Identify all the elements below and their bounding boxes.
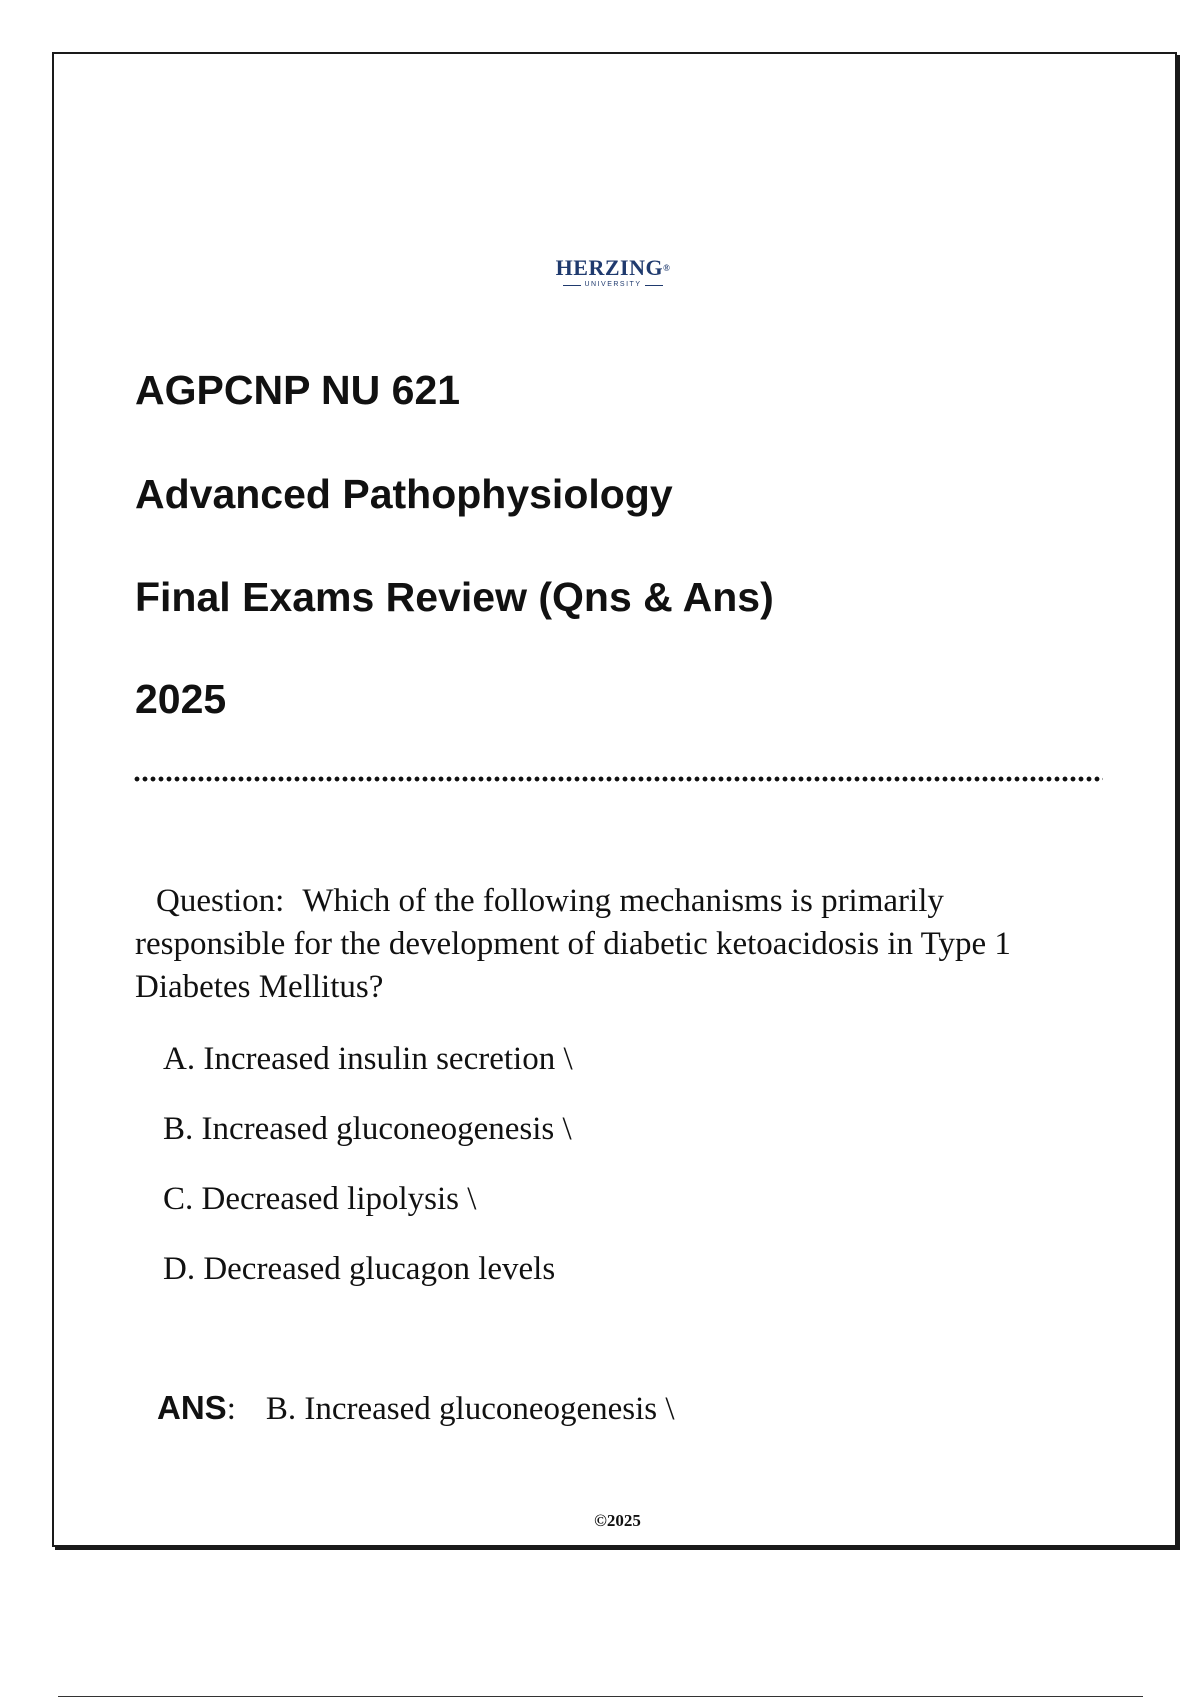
herzing-university-logo	[550, 256, 676, 290]
answer-text: B. Increased gluconeogenesis \	[265, 1391, 675, 1427]
registered-mark: ®	[663, 263, 671, 273]
option-d: D. Decreased glucagon levels	[163, 1251, 556, 1287]
dotted-divider	[133, 776, 1103, 782]
option-a: A. Increased insulin secretion \	[163, 1041, 573, 1077]
option-b: B. Increased gluconeogenesis \	[163, 1111, 572, 1147]
logo-rule-left	[563, 285, 581, 286]
logo-subtitle: UNIVERSITY	[584, 281, 642, 288]
bottom-divider	[58, 1696, 1143, 1697]
question-block	[135, 880, 1090, 1009]
answer-line	[157, 1387, 675, 1430]
question-label: Question:	[156, 883, 285, 919]
answer-label: ANS	[157, 1389, 227, 1426]
logo-rule-right	[645, 285, 663, 286]
course-code: AGPCNP NU 621	[135, 367, 461, 413]
document-type: Final Exams Review (Qns & Ans)	[135, 574, 774, 620]
question-text: Which of the following mechanisms is primarily responsible for the development of diabetic ketoacidosis in Type 1 Diabetes Mellitus?	[135, 883, 1011, 1005]
option-c: C. Decreased lipolysis \	[163, 1181, 477, 1217]
logo-wordmark: HERZING	[555, 255, 664, 280]
copyright-notice: ©2025	[594, 1511, 641, 1530]
answer-colon: :	[226, 1391, 236, 1427]
document-year: 2025	[135, 676, 227, 722]
course-name: Advanced Pathophysiology	[135, 471, 673, 517]
